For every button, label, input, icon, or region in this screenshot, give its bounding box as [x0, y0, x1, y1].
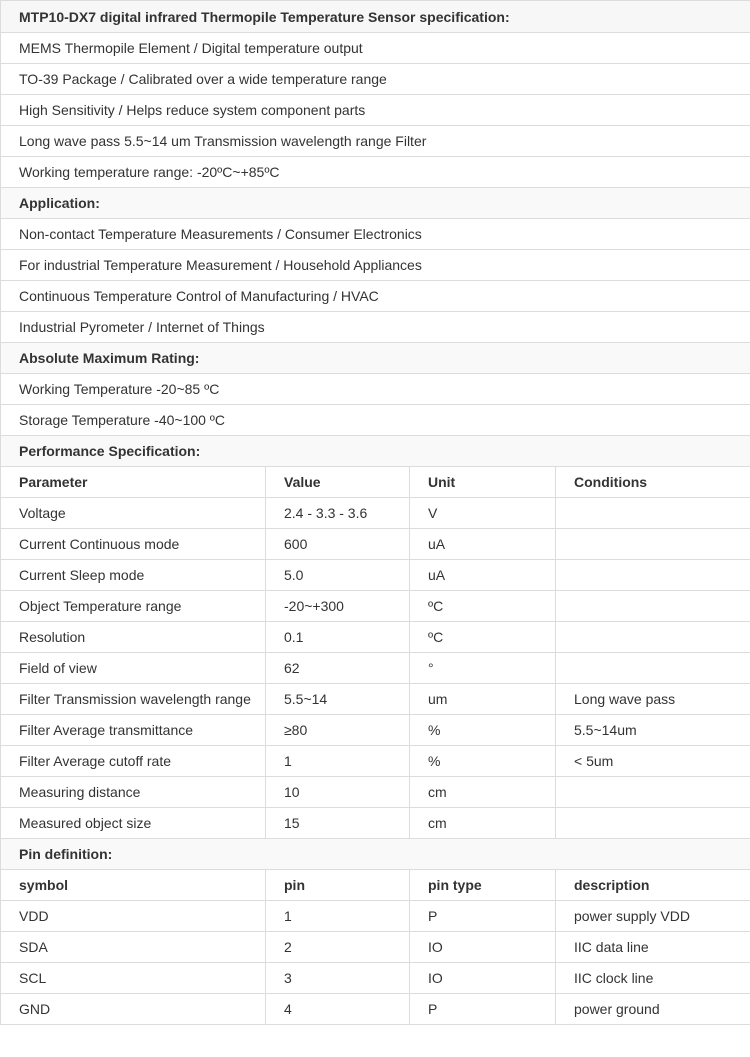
absolute-rating-item: Working Temperature -20~85 ºC [1, 374, 750, 405]
performance-row [1, 591, 750, 622]
performance-row-cell: 600 [266, 529, 410, 560]
performance-row-cell: 10 [266, 777, 410, 808]
pin-row [1, 963, 750, 994]
performance-row-cell: Current Continuous mode [1, 529, 266, 560]
absolute-rating-heading-row [1, 343, 750, 374]
performance-header-row-cell: Value [266, 467, 410, 498]
feature-item-row [1, 126, 750, 157]
performance-row-cell: 5.5~14 [266, 684, 410, 715]
performance-row-cell: Field of view [1, 653, 266, 684]
performance-row [1, 777, 750, 808]
performance-row-cell [556, 808, 750, 839]
pin-row-cell: 3 [266, 963, 410, 994]
pin-row-cell: P [410, 994, 556, 1025]
performance-row [1, 498, 750, 529]
performance-row-cell [556, 560, 750, 591]
performance-row-cell: Filter Average cutoff rate [1, 746, 266, 777]
performance-row-cell: ºC [410, 622, 556, 653]
feature-item: Long wave pass 5.5~14 um Transmission wavelength range Filter [1, 126, 750, 157]
performance-row-cell: % [410, 715, 556, 746]
pin-row [1, 901, 750, 932]
performance-row-cell: Object Temperature range [1, 591, 266, 622]
performance-row-cell [556, 653, 750, 684]
absolute-rating-item-row [1, 374, 750, 405]
performance-header-row-cell: Conditions [556, 467, 750, 498]
application-item-row [1, 281, 750, 312]
performance-row-cell: 5.0 [266, 560, 410, 591]
application-item: Continuous Temperature Control of Manufacturing / HVAC [1, 281, 750, 312]
pin-row-cell: P [410, 901, 556, 932]
pin-row-cell: GND [1, 994, 266, 1025]
performance-row-cell: 15 [266, 808, 410, 839]
performance-row [1, 529, 750, 560]
application-item: Non-contact Temperature Measurements / Consumer Electronics [1, 219, 750, 250]
feature-item-row [1, 33, 750, 64]
feature-item: Working temperature range: -20ºC~+85ºC [1, 157, 750, 188]
performance-row-cell: Filter Transmission wavelength range [1, 684, 266, 715]
pin-row-cell: VDD [1, 901, 266, 932]
performance-row-cell: Long wave pass [556, 684, 750, 715]
performance-header-row-cell: Unit [410, 467, 556, 498]
performance-row-cell: Measured object size [1, 808, 266, 839]
performance-row-cell: < 5um [556, 746, 750, 777]
spec-title: MTP10-DX7 digital infrared Thermopile Temperature Sensor specification: [1, 1, 750, 33]
application-item: Industrial Pyrometer / Internet of Things [1, 312, 750, 343]
feature-item: High Sensitivity / Helps reduce system component parts [1, 95, 750, 126]
pin-row-cell: SDA [1, 932, 266, 963]
performance-row-cell [556, 777, 750, 808]
pin-header-row-cell: pin [266, 870, 410, 901]
pin-row-cell: 1 [266, 901, 410, 932]
performance-row-cell: ºC [410, 591, 556, 622]
performance-row [1, 653, 750, 684]
performance-row-cell: Filter Average transmittance [1, 715, 266, 746]
performance-row-cell: uA [410, 560, 556, 591]
pin-row-cell: IO [410, 963, 556, 994]
performance-header-row-cell: Parameter [1, 467, 266, 498]
performance-row-cell: cm [410, 777, 556, 808]
performance-row-cell: 1 [266, 746, 410, 777]
absolute-rating-item: Storage Temperature -40~100 ºC [1, 405, 750, 436]
performance-row-cell: Current Sleep mode [1, 560, 266, 591]
pin-row-cell: 4 [266, 994, 410, 1025]
spec-title-row [1, 1, 750, 33]
application-item-row [1, 250, 750, 281]
pin-definition-heading-row [1, 839, 750, 870]
performance-row-cell: um [410, 684, 556, 715]
performance-row-cell: 2.4 - 3.3 - 3.6 [266, 498, 410, 529]
performance-row-cell: Voltage [1, 498, 266, 529]
performance-row-cell: % [410, 746, 556, 777]
pin-header-row [1, 870, 750, 901]
feature-item-row [1, 157, 750, 188]
application-heading-row [1, 188, 750, 219]
performance-row-cell: 62 [266, 653, 410, 684]
feature-item-row [1, 64, 750, 95]
performance-row-cell: Resolution [1, 622, 266, 653]
performance-row [1, 622, 750, 653]
absolute-rating-item-row [1, 405, 750, 436]
performance-row-cell: 0.1 [266, 622, 410, 653]
performance-row-cell: ≥80 [266, 715, 410, 746]
pin-header-row-cell: symbol [1, 870, 266, 901]
performance-row-cell: 5.5~14um [556, 715, 750, 746]
performance-heading: Performance Specification: [1, 436, 750, 467]
performance-row-cell [556, 622, 750, 653]
pin-row-cell: SCL [1, 963, 266, 994]
performance-row-cell: ° [410, 653, 556, 684]
feature-item: TO-39 Package / Calibrated over a wide temperature range [1, 64, 750, 95]
application-heading: Application: [1, 188, 750, 219]
performance-row-cell: V [410, 498, 556, 529]
pin-row-cell: power ground [556, 994, 750, 1025]
pin-header-row-cell: description [556, 870, 750, 901]
feature-item: MEMS Thermopile Element / Digital temperature output [1, 33, 750, 64]
performance-row [1, 746, 750, 777]
performance-row-cell [556, 591, 750, 622]
performance-row [1, 808, 750, 839]
performance-row-cell: cm [410, 808, 556, 839]
application-item-row [1, 312, 750, 343]
pin-definition-heading: Pin definition: [1, 839, 750, 870]
performance-row-cell: uA [410, 529, 556, 560]
application-item: For industrial Temperature Measurement / Household Appliances [1, 250, 750, 281]
pin-row [1, 932, 750, 963]
performance-row [1, 715, 750, 746]
application-item-row [1, 219, 750, 250]
absolute-rating-heading: Absolute Maximum Rating: [1, 343, 750, 374]
pin-row-cell: power supply VDD [556, 901, 750, 932]
performance-row [1, 560, 750, 591]
performance-header-row [1, 467, 750, 498]
performance-row-cell: -20~+300 [266, 591, 410, 622]
performance-row [1, 684, 750, 715]
pin-row-cell: IIC data line [556, 932, 750, 963]
performance-row-cell: Measuring distance [1, 777, 266, 808]
spec-table-body [1, 1, 750, 1025]
feature-item-row [1, 95, 750, 126]
pin-row-cell: 2 [266, 932, 410, 963]
pin-header-row-cell: pin type [410, 870, 556, 901]
performance-row-cell [556, 498, 750, 529]
performance-row-cell [556, 529, 750, 560]
performance-heading-row [1, 436, 750, 467]
pin-row-cell: IIC clock line [556, 963, 750, 994]
pin-row-cell: IO [410, 932, 556, 963]
pin-row [1, 994, 750, 1025]
